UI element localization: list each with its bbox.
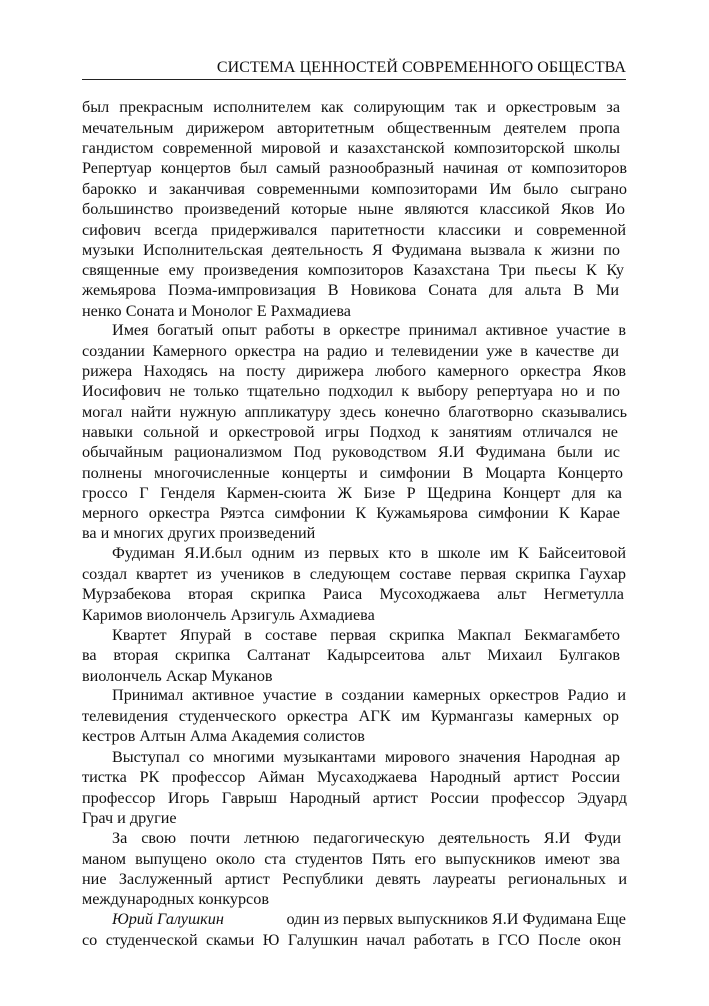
text-line: большинство произведений которые ныне являются классикой Яков Ио [82, 200, 625, 218]
text-line: телевидения студенческого оркестра АГК им Курмангазы камерных ор [82, 707, 619, 725]
text-line: рижера Находясь на посту дирижера любого камерного оркестра Яков [82, 362, 626, 380]
italic-name: Юрий Галушкин [112, 910, 224, 928]
text-line: один из первых выпускников Я.И Фудимана Еще [286, 910, 626, 928]
text-line: Каримов виолончель Арзигуль Ахмадиева [82, 606, 375, 624]
text-line: ненко Соната и Монолог Е Рахмадиева [82, 302, 351, 320]
text-line: международных конкурсов [82, 890, 269, 908]
text-line: тистка РК профессор Айман Мусаходжаева Народный артист России [82, 768, 620, 786]
text-line: маном выпущено около ста студентов Пять его выпускников имеют зва [82, 850, 620, 868]
text-line: жемьярова Поэма-импровизация В Новикова Соната для альта В Ми [82, 281, 619, 299]
text-line: гандистом современной мировой и казахстанской композиторской школы [82, 139, 620, 157]
text-line: Принимал активное участие в создании камерных оркестров Радио и [112, 686, 626, 704]
text-line: За свою почти летнюю педагогическую деятельность Я.И Фуди [112, 829, 621, 847]
text-line-italic-name [112, 909, 224, 929]
text-line: Квартет Япурай в составе первая скрипка Макпал Бекмагамбето [112, 626, 620, 644]
text-line: Выступал со многими музыкантами мирового значения Народная ар [112, 748, 620, 766]
text-line: сифович всегда придерживался паритетности классики и современной [82, 221, 626, 239]
text-line: создал квартет из учеников в следующем составе первая скрипка Гаухар [82, 565, 626, 583]
text-line: Иосифович не только тщательно подходил к выбору репертуара но и по [82, 382, 620, 400]
text-line: Мурзабекова вторая скрипка Раиса Мусоходжаева альт Негметулла [82, 585, 624, 603]
text-line: ва и многих других произведений [82, 524, 316, 542]
text-line: ние Заслуженный артист Республики девять лауреаты региональных и [82, 870, 627, 888]
text-line: профессор Игорь Гаврыш Народный артист России профессор Эдуард [82, 789, 627, 807]
text-line: могал найти нужную аппликатуру здесь конечно благотворно сказывались [82, 403, 627, 421]
text-line: Фудиман Я.И.был одним из первых кто в школе им К Байсеитовой [112, 544, 626, 562]
text-line: барокко и заканчивая современными композиторами Им было сыграно [82, 180, 627, 198]
text-line: обычайным рационализмом Под руководством Я.И Фудимана были ис [82, 443, 620, 461]
text-line: был прекрасным исполнителем как солирующим так и оркестровым за [82, 98, 620, 116]
text-line: виолончель Аскар Муканов [82, 667, 273, 685]
text-line: создании Камерного оркестра на радио и телевидении уже в качестве ди [82, 342, 619, 360]
text-line: Грач и другие [82, 809, 177, 827]
text-line: мерного оркестра Ряэтса симфонии К Кужамьярова симфонии К Карае [82, 504, 620, 522]
text-line: полнены многочисленные концерты и симфонии В Моцарта Концерто [82, 464, 623, 482]
text-line: кестров Алтын Алма Академия солистов [82, 727, 365, 745]
text-line: ва вторая скрипка Салтанат Кадырсеитова альт Михаил Булгаков [82, 646, 620, 664]
page-header-title: СИСТЕМА ЦЕННОСТЕЙ СОВРЕМЕННОГО ОБЩЕСТВА [216, 59, 626, 76]
text-line: мечательным дирижером авторитетным общественным деятелем пропа [82, 119, 620, 137]
text-line: музыки Исполнительская деятельность Я Фудимана вызвала к жизни по [82, 241, 620, 259]
text-line: со студенческой скамьи Ю Галушкин начал работать в ГСО После окон [82, 931, 621, 949]
text-line: Имея богатый опыт работы в оркестре принимал активное участие в [112, 321, 626, 339]
text-line: навыки сольной и оркестровой игры Подход к занятиям отличался не [82, 423, 618, 441]
text-line: гроссо Г Генделя Кармен-сюита Ж Бизе Р Щедрина Концерт для ка [82, 484, 622, 502]
text-line: Репертуар концертов был самый разнообразный начиная от композиторов [82, 159, 627, 177]
text-line: священные ему произведения композиторов Казахстана Три пьесы К Ку [82, 261, 624, 279]
